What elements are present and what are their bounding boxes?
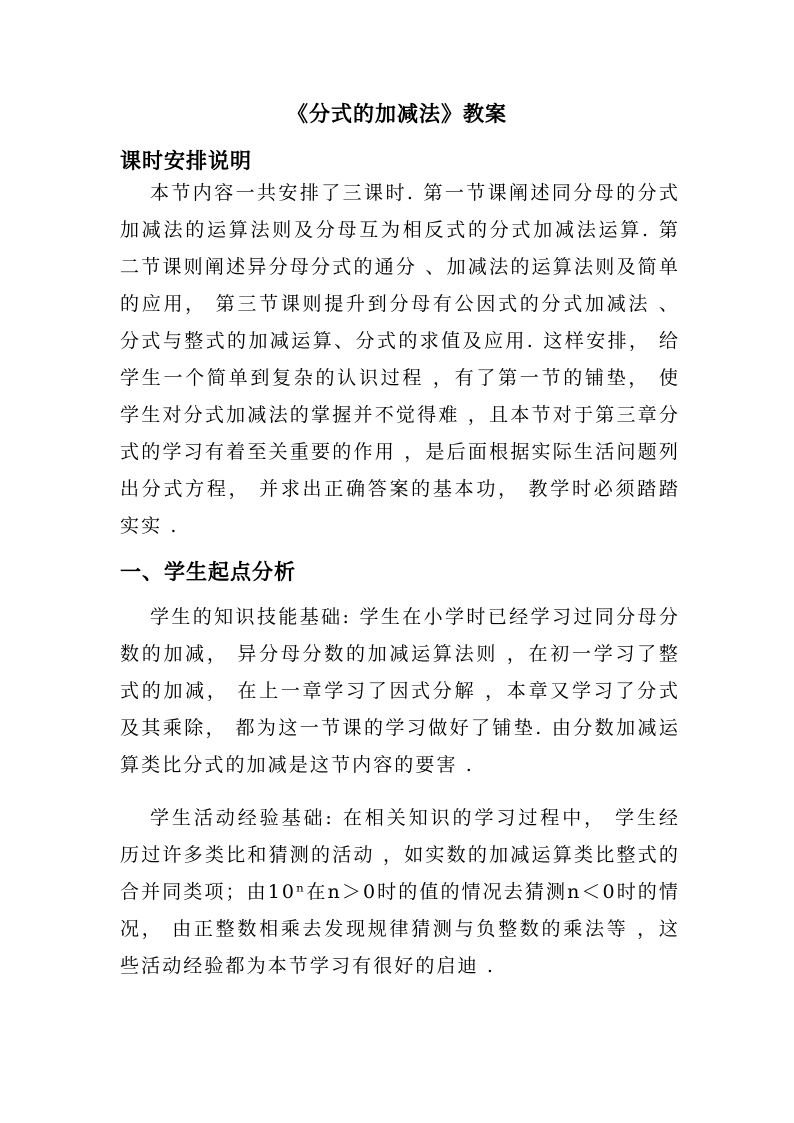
section-heading-student-analysis: 一、学生起点分析 [120,559,296,584]
paragraph-activity-experience: 学生活动经验基础: 在相关知识的学习过程中， 学生经历过许多类比和猜测的活动 ，如实数的加减运算类比整式的合并同类项；由10ⁿ在n＞0时的值的情况去猜测n＜0时的情况， 由正整数相乘去发现规律猜测与负整数的乘法等 ，这些活动经验都为本节学习有很好的启迪 . [120,807,680,977]
section-heading-schedule: 课时安排说明 [120,148,252,173]
paragraph-knowledge-basis: 学生的知识技能基础: 学生在小学时已经学习过同分母分数的加减， 异分母分数的加减运算法则 ，在初一学习了整式的加减， 在上一章学习了因式分解 ，本章又学习了分式及其乘除， 都为这一节课的学习做好了铺垫. 由分数加减运算类比分式的加减是这节内容的要害 . [120,606,680,776]
paragraph-schedule: 本节内容一共安排了三课时. 第一节课阐述同分母的分式加减法的运算法则及分母互为相反式的分式加减法运算. 第二节课则阐述异分母分式的通分 、加减法的运算法则及简单的应用， 第三节课则提升到分母有公因式的分式加减法 、分式与整式的加减运算、分式的求值及应用. 这样安排， 给学生一个简单到复杂的认识过程 ，有了第一节的铺垫， 使学生对分式加减法的掌握并不觉得难 ，且本节对于第三章分式的学习有着至关重要的作用 ，是后面根据实际生活问题列出分式方程， 并求出正确答案的基本功， 教学时必须踏踏实实 . [120,182,680,537]
document-title: 《分式的加减法》教案 [287,101,507,126]
